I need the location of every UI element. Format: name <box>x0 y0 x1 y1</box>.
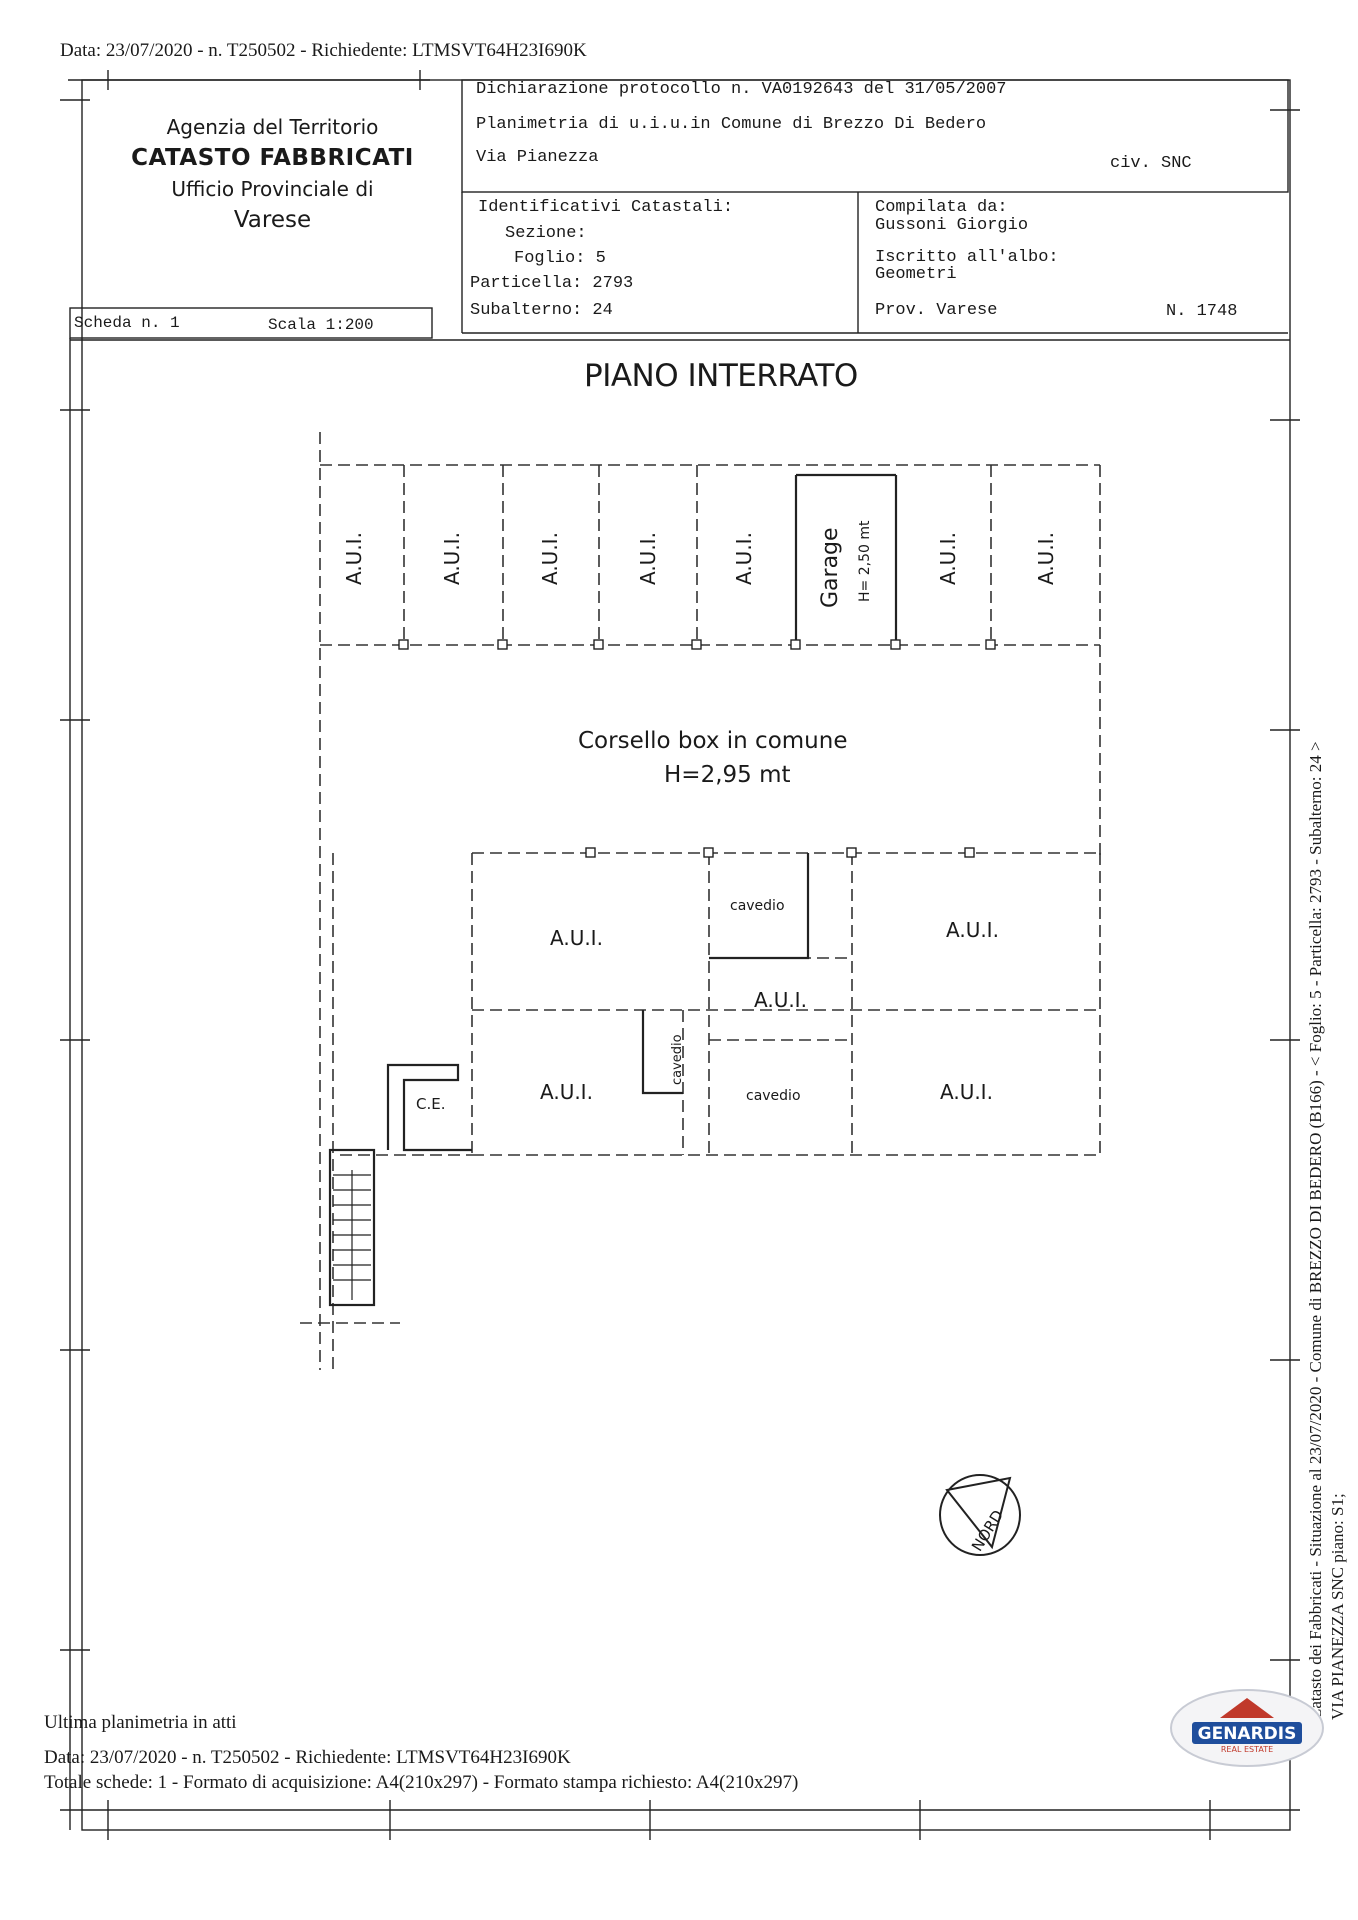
ce-label: C.E. <box>416 1095 446 1113</box>
aui-box-4: A.U.I. <box>636 532 660 585</box>
genardis-logo <box>1168 1688 1326 1768</box>
footer-totale: Totale schede: 1 - Formato di acquisizione: A4(210x297) - Formato stampa richiesto: A4(210x297) <box>44 1772 799 1793</box>
compiler-name: Gussoni Giorgio <box>875 216 1029 235</box>
logo-name: GENARDIS <box>1197 1724 1297 1744</box>
aui-lower-left: A.U.I. <box>550 926 603 950</box>
identifiers-subalterno: Subalterno: 24 <box>470 301 613 320</box>
sheet-frame <box>82 80 1290 1830</box>
garage-height: H= 2,50 mt <box>857 520 873 602</box>
nord-label: NORD <box>968 1506 1008 1555</box>
aui-box-3: A.U.I. <box>538 532 562 585</box>
cavedio-vertical: cavedio <box>670 1034 685 1085</box>
footer-data: Data: 23/07/2020 - n. T250502 - Richiedente: LTMSVT64H23I690K <box>44 1747 571 1768</box>
scale-label: Scala 1:200 <box>268 316 374 334</box>
aui-box-2: A.U.I. <box>440 532 464 585</box>
compiler-prov: Prov. Varese <box>875 301 998 320</box>
cavedio-top: cavedio <box>730 898 785 914</box>
aui-box-5: A.U.I. <box>732 532 756 585</box>
side-vertical-text <box>1305 741 1349 1720</box>
declaration-civ: civ. SNC <box>1110 154 1192 173</box>
identifiers-sezione: Sezione: <box>505 224 587 243</box>
request-header: Data: 23/07/2020 - n. T250502 - Richiedente: LTMSVT64H23I690K <box>60 40 587 61</box>
aui-lower-right: A.U.I. <box>946 918 999 942</box>
logo-tagline: REAL ESTATE <box>1220 1745 1274 1754</box>
declaration-protocol: Dichiarazione protocollo n. VA0192643 del 31/05/2007 <box>476 80 1007 99</box>
corsello-height: H=2,95 mt <box>664 762 791 788</box>
aui-bottom-left: A.U.I. <box>540 1080 593 1104</box>
aui-box-1: A.U.I. <box>342 532 366 585</box>
aui-center: A.U.I. <box>754 988 807 1012</box>
garage-label: Garage <box>818 527 843 608</box>
declaration-plan: Planimetria di u.i.u.in Comune di Brezzo Di Bedero <box>476 115 987 134</box>
plan-title: PIANO INTERRATO <box>584 358 858 394</box>
side-line-2: VIA PIANEZZA SNC piano: S1; <box>1328 1493 1347 1720</box>
catasto-title: CATASTO FABBRICATI <box>131 145 414 171</box>
compiler-number: N. 1748 <box>1166 302 1238 321</box>
compiler-albo-value: Geometri <box>875 265 957 284</box>
aui-box-6: A.U.I. <box>936 532 960 585</box>
agency-name: Agenzia del Territorio <box>166 115 379 139</box>
office-city: Varese <box>233 207 312 233</box>
aui-bottom-right: A.U.I. <box>940 1080 993 1104</box>
footer-ultima: Ultima planimetria in atti <box>44 1712 237 1733</box>
aui-box-7: A.U.I. <box>1034 532 1058 585</box>
identifiers-foglio: Foglio: 5 <box>514 249 606 268</box>
identifiers-title: Identificativi Catastali: <box>478 198 734 217</box>
cavedio-bottom: cavedio <box>746 1088 801 1104</box>
declaration-street: Via Pianezza <box>476 148 599 167</box>
compiler-albo: Iscritto all'albo: <box>875 248 1059 267</box>
compiler-title: Compilata da: <box>875 198 1008 217</box>
scheda-number: Scheda n. 1 <box>74 314 180 332</box>
side-line-1: Catasto dei Fabbricati - Situazione al 23/07/2020 - Comune di BREZZO DI BEDERO (B166) - < Foglio: 5 - Particella: 2793 - Subalterno: 24 > <box>1306 741 1325 1720</box>
agency-block <box>100 112 445 236</box>
identifiers-particella: Particella: 2793 <box>470 274 634 293</box>
office-label: Ufficio Provinciale di <box>171 177 374 201</box>
basement-layout <box>300 432 1100 1370</box>
corsello-label: Corsello box in comune <box>578 728 848 754</box>
